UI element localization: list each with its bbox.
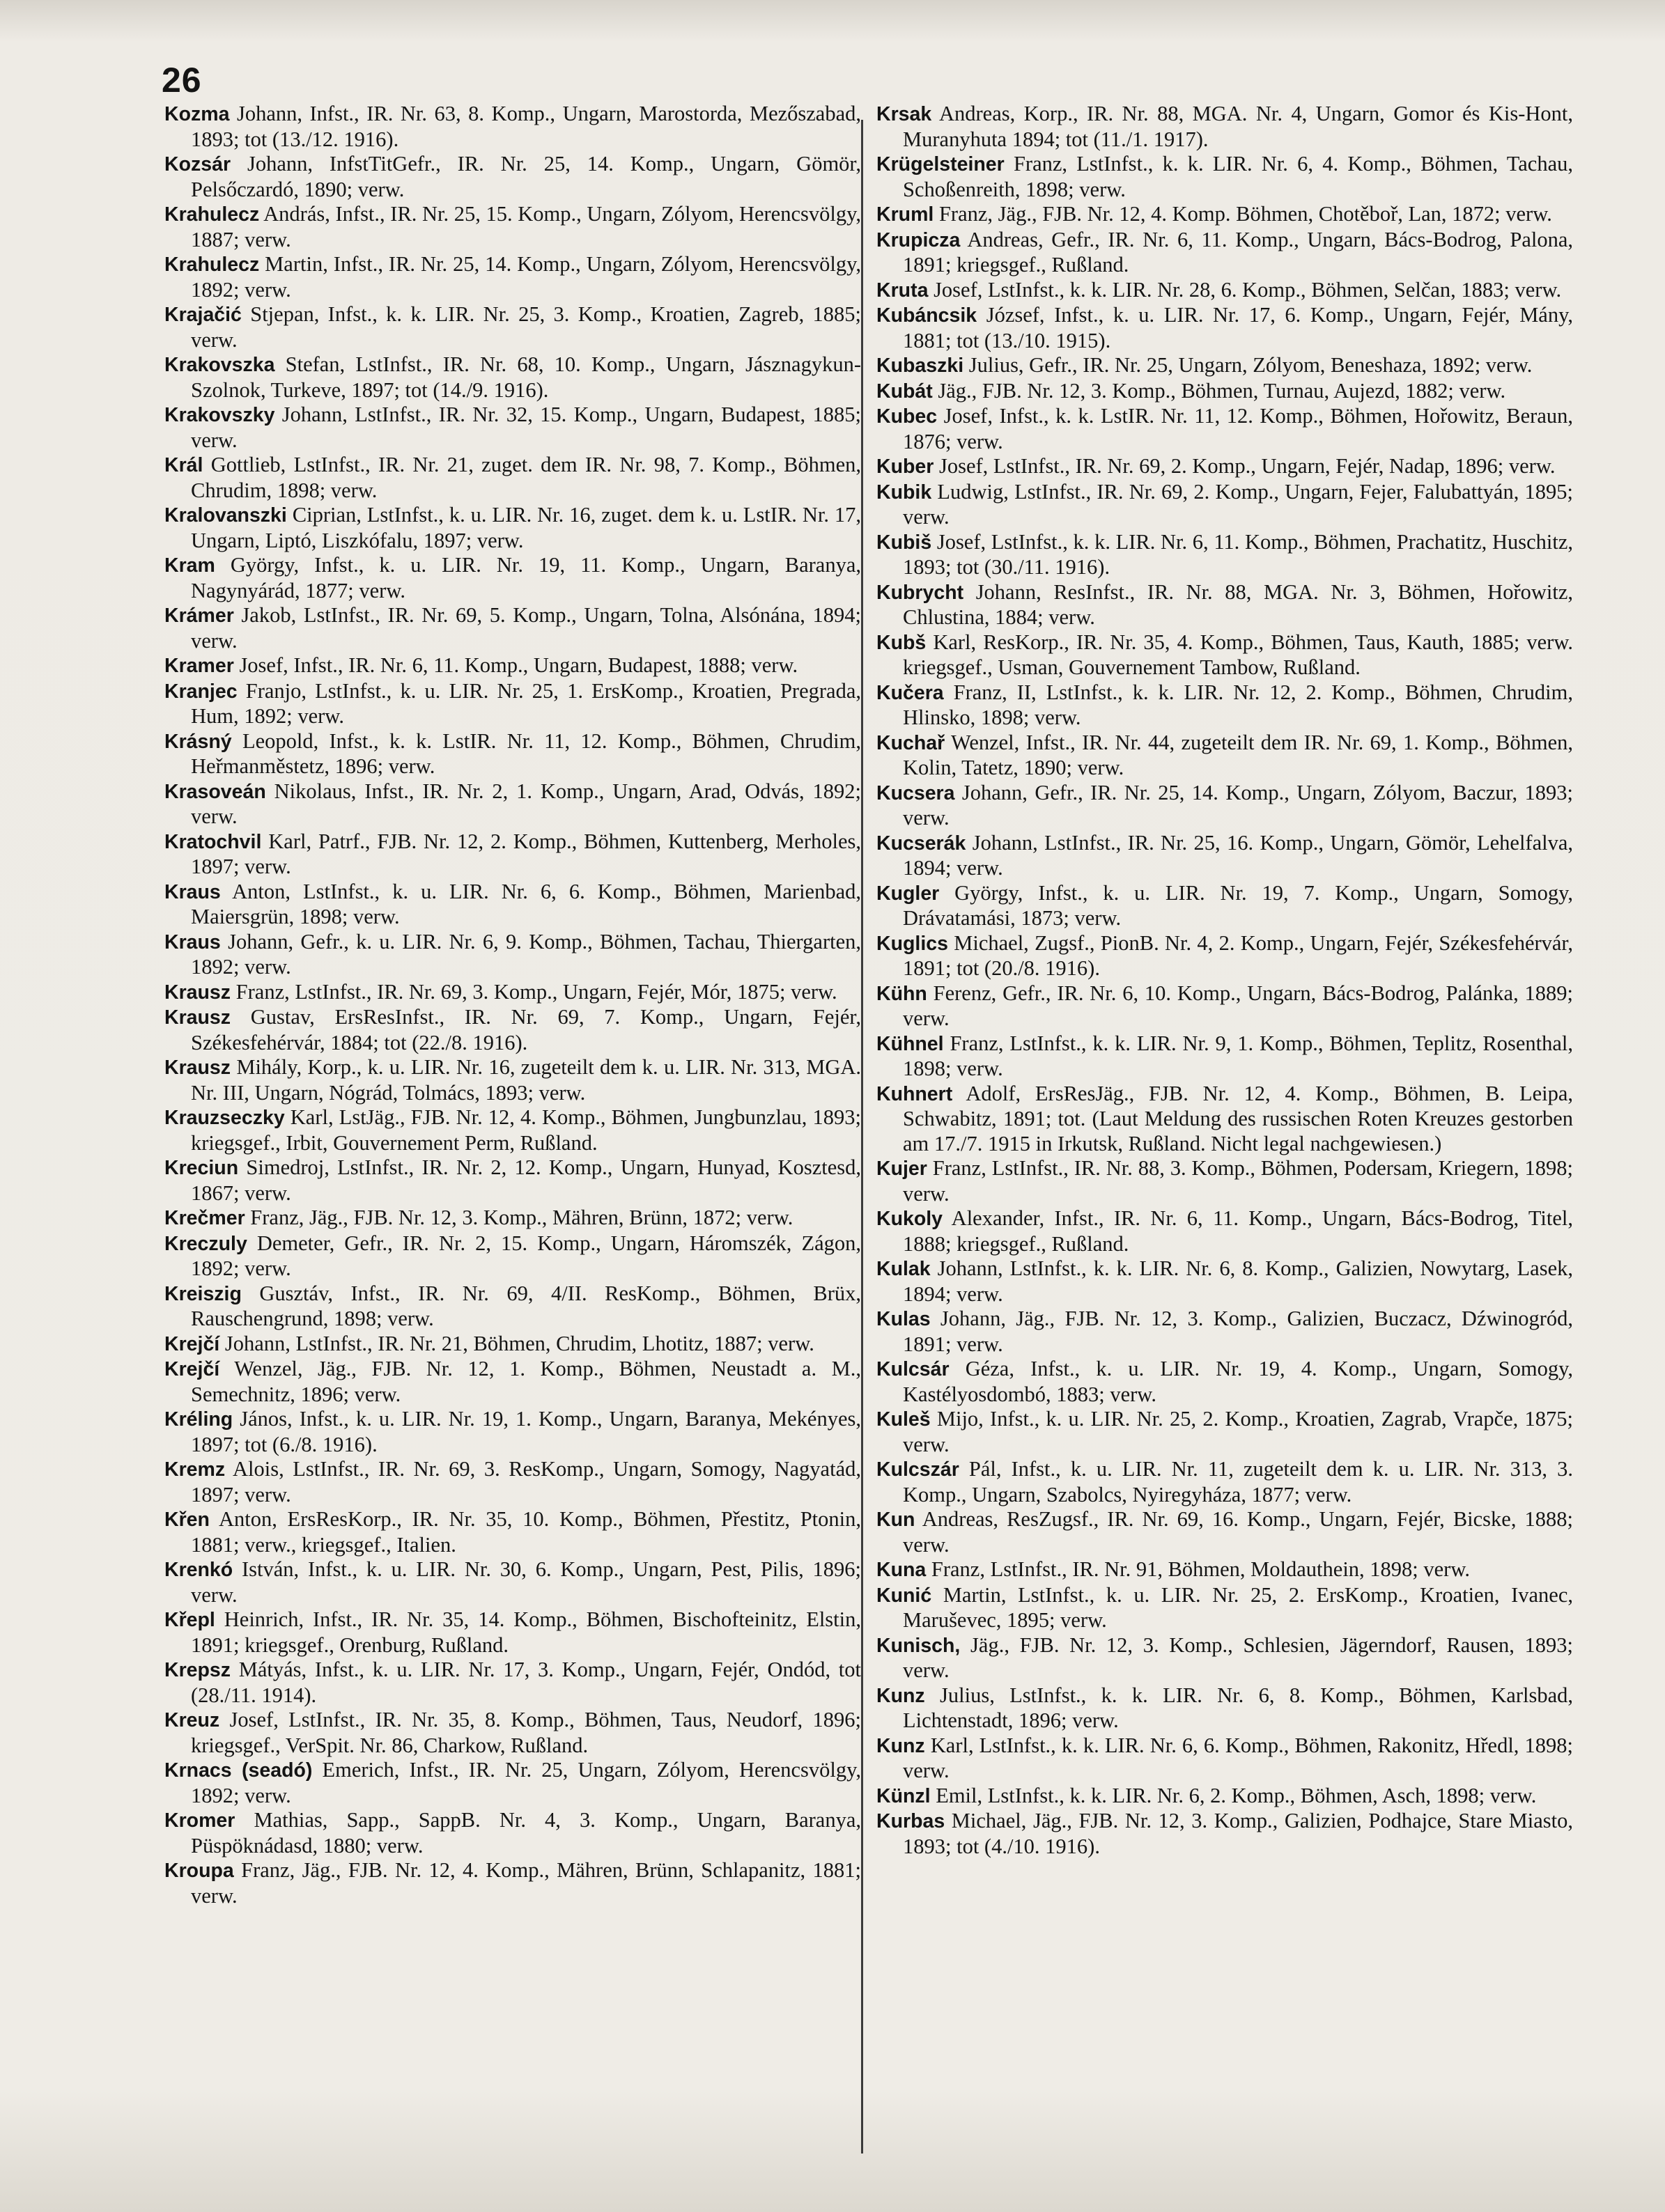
entry-surname: Kühn — [876, 982, 927, 1005]
entry-surname: Krakovszky — [164, 404, 275, 426]
list-entry — [876, 379, 1573, 405]
column-divider — [861, 120, 863, 2153]
list-entry — [876, 1206, 1573, 1256]
entry-details: Mihály, Korp., k. u. LIR. Nr. 16, zugeteilt dem k. u. LIR. Nr. 313, MGA. Nr. III, Ungarn, Nógrád, Tolmács, 1893; verw. — [191, 1055, 861, 1105]
entry-details: Géza, Infst., k. u. LIR. Nr. 19, 4. Komp., Ungarn, Somogy, Kastélyosdombó, 1883; verw. — [903, 1357, 1573, 1406]
entry-surname: Kreczuly — [164, 1232, 247, 1255]
entry-details: Franz, Jäg., FJB. Nr. 12, 3. Komp., Mähren, Brünn, 1872; verw. — [245, 1206, 793, 1229]
list-entry — [164, 980, 861, 1006]
entry-surname: Kubát — [876, 380, 933, 403]
entry-details: Jäg., FJB. Nr. 12, 3. Komp., Böhmen, Turnau, Aujezd, 1882; verw. — [932, 378, 1506, 403]
entry-surname: Kroupa — [164, 1860, 234, 1882]
entry-surname: Kun — [876, 1509, 915, 1531]
entry-details: Karl, ResKorp., IR. Nr. 35, 4. Komp., Böhmen, Taus, Kauth, 1885; verw. kriegsgef., Usman, Gouvernement Tambow, Rußland. — [903, 630, 1573, 679]
list-entry — [164, 1231, 861, 1282]
entry-details: Mijo, Infst., k. u. LIR. Nr. 25, 2. Komp., Kroatien, Zagrab, Vrapče, 1875; verw. — [903, 1407, 1573, 1456]
list-entry — [876, 102, 1573, 152]
list-entry — [876, 1557, 1573, 1583]
list-entry — [164, 1332, 861, 1357]
entry-surname: Krahulecz — [164, 254, 260, 276]
entry-surname: Krügelsteiner — [876, 153, 1005, 176]
entry-surname: Krupicza — [876, 228, 961, 251]
list-entry — [876, 881, 1573, 931]
list-entry — [164, 603, 861, 653]
entry-surname: Krepsz — [164, 1659, 231, 1681]
entry-details: Josef, Infst., k. k. LstIR. Nr. 11, 12. Komp., Böhmen, Hořowitz, Beraun, 1876; verw. — [903, 404, 1573, 453]
entry-details: Wenzel, Infst., IR. Nr. 44, zugeteilt dem IR. Nr. 69, 1. Komp., Böhmen, Kolin, Tatetz, 1890; verw. — [903, 730, 1573, 779]
entry-details: Johann, LstInfst., IR. Nr. 32, 15. Komp., Ungarn, Budapest, 1885; verw. — [191, 403, 861, 452]
entry-details: János, Infst., k. u. LIR. Nr. 19, 1. Komp., Ungarn, Baranya, Mekényes, 1897; tot (6./8. 1916). — [191, 1407, 861, 1456]
list-entry — [164, 1708, 861, 1758]
entry-details: Johann, Jäg., FJB. Nr. 12, 3. Komp., Galizien, Buczacz, Dźwinogród, 1891; verw. — [903, 1307, 1573, 1356]
entry-surname: Künzl — [876, 1784, 931, 1807]
entry-surname: Krakovszka — [164, 354, 275, 376]
entry-surname: Kučera — [876, 681, 944, 704]
entry-details: Pál, Infst., k. u. LIR. Nr. 11, zugeteilt dem k. u. LIR. Nr. 313, 3. Komp., Ungarn, Szabolcs, Nyiregyháza, 1877; verw. — [903, 1457, 1573, 1506]
entry-surname: Kruta — [876, 279, 929, 302]
list-entry — [164, 302, 861, 352]
list-entry — [876, 831, 1573, 881]
entry-surname: Kuhnert — [876, 1082, 953, 1105]
entry-surname: Krasoveán — [164, 780, 266, 803]
list-entry — [876, 228, 1573, 278]
entry-surname: Křepl — [164, 1609, 215, 1631]
entry-details: Johann, LstInfst., IR. Nr. 21, Böhmen, Chrudim, Lhotitz, 1887; verw. — [219, 1331, 814, 1355]
list-entry — [876, 480, 1573, 530]
list-entry — [164, 453, 861, 503]
entry-surname: Kugler — [876, 882, 940, 905]
entry-details: Andreas, Gefr., IR. Nr. 6, 11. Komp., Ungarn, Bács-Bodrog, Palona, 1891; kriegsgef., Rußland. — [903, 227, 1573, 276]
list-entry — [876, 1583, 1573, 1633]
list-entry — [876, 931, 1573, 981]
entry-surname: Kulak — [876, 1258, 931, 1280]
entry-details: Emerich, Infst., IR. Nr. 25, Ungarn, Zólyom, Herencsvölgy, 1892; verw. — [191, 1758, 861, 1807]
list-entry — [164, 1557, 861, 1607]
entry-surname: Krahulecz — [164, 203, 260, 226]
entry-details: Ferenz, Gefr., IR. Nr. 6, 10. Komp., Ungarn, Bács-Bodrog, Palánka, 1889; verw. — [903, 981, 1573, 1030]
entry-details: Mátyás, Infst., k. u. LIR. Nr. 17, 3. Komp., Ungarn, Fejér, Ondód, tot (28./11. 1914). — [191, 1658, 861, 1707]
entry-surname: Kubaszki — [876, 355, 964, 377]
list-entry — [876, 454, 1573, 480]
left-column — [164, 102, 861, 1908]
page-number: 26 — [162, 61, 202, 100]
list-entry — [876, 353, 1573, 379]
entry-details: István, Infst., k. u. LIR. Nr. 30, 6. Komp., Ungarn, Pest, Pilis, 1896; verw. — [191, 1557, 861, 1607]
entry-details: Simedroj, LstInfst., IR. Nr. 2, 12. Komp., Ungarn, Hunyad, Kosztesd, 1867; verw. — [191, 1155, 861, 1205]
list-entry — [876, 580, 1573, 630]
entry-surname: Krejčí — [164, 1358, 220, 1380]
entry-surname: Kuber — [876, 455, 934, 478]
list-entry — [876, 1031, 1573, 1082]
entry-details: Gusztáv, Infst., IR. Nr. 69, 4/II. ResKomp., Böhmen, Brüx, Rauschengrund, 1898; verw. — [191, 1281, 861, 1330]
entry-surname: Kubiš — [876, 531, 932, 554]
entry-details: Franz, II, LstInfst., k. k. LIR. Nr. 12, 2. Komp., Böhmen, Chrudim, Hlinsko, 1898; verw. — [903, 680, 1573, 729]
entry-surname: Kuleš — [876, 1408, 931, 1431]
list-entry — [876, 680, 1573, 731]
entry-details: Johann, LstInfst., IR. Nr. 25, 16. Komp., Ungarn, Gömör, Lehelfalva, 1894; verw. — [903, 830, 1573, 880]
entry-surname: Kulas — [876, 1308, 931, 1330]
entry-surname: Kuchař — [876, 731, 945, 754]
list-entry — [164, 352, 861, 403]
entry-details: József, Infst., k. u. LIR. Nr. 17, 6. Komp., Ungarn, Fejér, Mány, 1881; tot (13./10. 1915). — [903, 303, 1573, 352]
entry-details: Franz, LstInfst., IR. Nr. 88, 3. Komp., Böhmen, Podersam, Kriegern, 1898; verw. — [903, 1156, 1573, 1206]
entry-surname: Kraus — [164, 880, 221, 903]
entry-details: Michael, Zugsf., PionB. Nr. 4, 2. Komp., Ungarn, Fejér, Székesfehérvár, 1891; tot (20./8. 1916). — [903, 930, 1573, 980]
list-entry — [876, 1082, 1573, 1157]
entry-details: Andreas, ResZugsf., IR. Nr. 69, 16. Komp., Ungarn, Fejér, Bicske, 1888; verw. — [903, 1507, 1573, 1557]
list-entry — [876, 731, 1573, 781]
entry-surname: Kubš — [876, 631, 927, 654]
list-entry — [876, 1683, 1573, 1734]
entry-details: Anton, LstInfst., k. u. LIR. Nr. 6, 6. Komp., Böhmen, Marienbad, Maiersgrün, 1898; verw. — [191, 879, 861, 928]
entry-details: Anton, ErsResKorp., IR. Nr. 35, 10. Komp., Böhmen, Přestitz, Ptonin, 1881; verw., kriegsgef., Italien. — [191, 1507, 861, 1557]
entry-surname: Kucsera — [876, 781, 955, 804]
list-entry — [164, 503, 861, 553]
list-entry — [876, 202, 1573, 228]
entry-surname: Kubec — [876, 405, 938, 428]
entry-surname: Krausz — [164, 1057, 231, 1079]
entry-surname: Kram — [164, 554, 215, 577]
entry-surname: Krajačić — [164, 304, 242, 326]
entry-surname: Kraus — [164, 930, 221, 953]
list-entry — [876, 630, 1573, 680]
entry-surname: Kromer — [164, 1809, 235, 1832]
list-entry — [164, 1105, 861, 1155]
entry-details: Julius, Gefr., IR. Nr. 25, Ungarn, Zólyom, Beneshaza, 1892; verw. — [963, 353, 1533, 377]
list-entry — [164, 403, 861, 453]
entry-surname: Kralovanszki — [164, 504, 287, 527]
entry-surname: Kurbas — [876, 1810, 945, 1832]
entry-surname: Kunisch, — [876, 1634, 961, 1657]
entry-details: Franz, LstInfst., IR. Nr. 69, 3. Komp., Ungarn, Fejér, Mór, 1875; verw. — [231, 979, 837, 1004]
list-entry — [164, 1808, 861, 1858]
entry-details: Karl, LstInfst., k. k. LIR. Nr. 6, 6. Komp., Böhmen, Rakonitz, Hředl, 1898; verw. — [903, 1733, 1573, 1782]
entry-details: Josef, Infst., IR. Nr. 6, 11. Komp., Ungarn, Budapest, 1888; verw. — [233, 653, 798, 677]
entry-details: Martin, Infst., IR. Nr. 25, 14. Komp., Ungarn, Zólyom, Herencsvölgy, 1892; verw. — [191, 252, 861, 302]
entry-details: Ciprian, LstInfst., k. u. LIR. Nr. 16, zuget. dem k. u. LstIR. Nr. 17, Ungarn, Liptó, Liszkófalu, 1897; verw. — [191, 503, 861, 552]
list-entry — [164, 202, 861, 252]
list-entry — [164, 102, 861, 152]
right-column — [876, 102, 1573, 1859]
entry-details: Emil, LstInfst., k. k. LIR. Nr. 6, 2. Komp., Böhmen, Asch, 1898; verw. — [930, 1783, 1537, 1807]
entry-details: Andreas, Korp., IR. Nr. 88, MGA. Nr. 4, Ungarn, Gomor és Kis-Hont, Muranyhuta 1894; tot (11./1. 1917). — [903, 102, 1573, 151]
entry-details: Franz, Jäg., FJB. Nr. 12, 4. Komp. Böhmen, Chotěboř, Lan, 1872; verw. — [934, 202, 1552, 226]
entry-surname: Kunz — [876, 1734, 925, 1757]
list-entry — [876, 303, 1573, 353]
entry-details: Mathias, Sapp., SappB. Nr. 4, 3. Komp., Ungarn, Baranya, Püspöknádasd, 1880; verw. — [191, 1808, 861, 1857]
entry-surname: Kunić — [876, 1584, 932, 1607]
entry-surname: Kujer — [876, 1158, 927, 1180]
entry-surname: Kreiszig — [164, 1282, 242, 1305]
list-entry — [164, 1282, 861, 1332]
entry-details: Stjepan, Infst., k. k. LIR. Nr. 25, 3. Komp., Kroatien, Zagreb, 1885; verw. — [191, 302, 861, 352]
list-entry — [164, 1758, 861, 1808]
entry-surname: Kozma — [164, 103, 230, 125]
entry-details: Johann, Infst., IR. Nr. 63, 8. Komp., Ungarn, Marostorda, Mezőszabad, 1893; tot (13./12. 1916). — [191, 102, 861, 151]
entry-details: Martin, LstInfst., k. u. LIR. Nr. 25, 2. ErsKomp., Kroatien, Ivanec, Maruševec, 1895; verw. — [903, 1582, 1573, 1632]
entry-details: Demeter, Gefr., IR. Nr. 2, 15. Komp., Ungarn, Háromszék, Zágon, 1892; verw. — [191, 1231, 861, 1280]
list-entry — [164, 1155, 861, 1206]
entry-surname: Krausz — [164, 981, 231, 1004]
entry-surname: Král — [164, 454, 203, 476]
entry-details: Karl, Patrf., FJB. Nr. 12, 2. Komp., Böhmen, Kuttenberg, Merholes, 1897; verw. — [191, 829, 861, 878]
entry-surname: Krausz — [164, 1006, 231, 1029]
entry-surname: Kulcszár — [876, 1458, 959, 1481]
entry-details: Gottlieb, LstInfst., IR. Nr. 21, zuget. dem IR. Nr. 98, 7. Komp., Böhmen, Chrudim, 1898; verw. — [191, 453, 861, 502]
entry-surname: Kozsár — [164, 153, 231, 176]
entry-surname: Kucserák — [876, 832, 966, 855]
entry-details: Alois, LstInfst., IR. Nr. 69, 3. ResKomp., Ungarn, Somogy, Nagyatád, 1897; verw. — [191, 1457, 861, 1506]
entry-details: Jakob, LstInfst., IR. Nr. 69, 5. Komp., Ungarn, Tolna, Alsónána, 1894; verw. — [191, 603, 861, 653]
list-entry — [876, 1507, 1573, 1557]
list-entry — [876, 278, 1573, 304]
list-entry — [876, 1809, 1573, 1859]
entry-details: Karl, LstJäg., FJB. Nr. 12, 4. Komp., Böhmen, Jungbunzlau, 1893; kriegsgef., Irbit, Gouvernement Perm, Rußland. — [191, 1105, 861, 1155]
entry-details: Josef, LstInfst., IR. Nr. 69, 2. Komp., Ungarn, Fejér, Nadap, 1896; verw. — [934, 454, 1556, 478]
list-entry — [164, 930, 861, 980]
list-entry — [876, 781, 1573, 831]
entry-surname: Krauzseczky — [164, 1107, 285, 1129]
list-entry — [876, 404, 1573, 454]
entry-surname: Kuglics — [876, 932, 948, 955]
entry-details: Josef, LstInfst., k. k. LIR. Nr. 6, 11. Komp., Böhmen, Prachatitz, Huschitz, 1893; tot (30./11. 1916). — [903, 529, 1573, 579]
entry-surname: Křen — [164, 1509, 210, 1531]
entry-details: Alexander, Infst., IR. Nr. 6, 11. Komp., Ungarn, Bács-Bodrog, Titel, 1888; kriegsgef., Rußland. — [903, 1206, 1573, 1256]
list-entry — [876, 1357, 1573, 1407]
entry-details: Johann, Gefr., IR. Nr. 25, 14. Komp., Ungarn, Zólyom, Baczur, 1893; verw. — [903, 780, 1573, 830]
entry-surname: Krámer — [164, 605, 234, 627]
entry-details: Johann, Gefr., k. u. LIR. Nr. 6, 9. Komp., Böhmen, Tachau, Thiergarten, 1892; verw. — [191, 929, 861, 979]
entry-surname: Krsak — [876, 103, 932, 125]
entry-details: Josef, LstInfst., IR. Nr. 35, 8. Komp., Böhmen, Taus, Neudorf, 1896; kriegsgef., VerSpit. Nr. 86, Charkow, Rußland. — [191, 1708, 861, 1757]
list-entry — [164, 1658, 861, 1708]
entry-surname: Kremz — [164, 1458, 226, 1481]
entry-surname: Krejčí — [164, 1332, 220, 1355]
entry-surname: Kubik — [876, 481, 932, 504]
list-entry — [164, 779, 861, 830]
list-entry — [164, 653, 861, 679]
list-entry — [164, 1858, 861, 1908]
entry-details: Franz, LstInfst., k. k. LIR. Nr. 6, 4. Komp., Böhmen, Tachau, Schoßenreith, 1898; verw. — [903, 152, 1573, 201]
list-entry — [164, 553, 861, 603]
list-entry — [876, 1784, 1573, 1809]
entry-surname: Kulcsár — [876, 1358, 950, 1380]
entry-details: György, Infst., k. u. LIR. Nr. 19, 11. Komp., Ungarn, Baranya, Nagynyárád, 1877; verw. — [191, 553, 861, 602]
entry-details: Leopold, Infst., k. k. LstIR. Nr. 11, 12. Komp., Böhmen, Chrudim, Heřmanměstetz, 1896; verw. — [191, 729, 861, 778]
entry-details: Josef, LstInfst., k. k. LIR. Nr. 28, 6. Komp., Böhmen, Selčan, 1883; verw. — [928, 277, 1562, 302]
list-entry — [164, 1206, 861, 1231]
entry-details: Franz, Jäg., FJB. Nr. 12, 4. Komp., Mähren, Brünn, Schlapanitz, 1881; verw. — [191, 1858, 861, 1908]
entry-details: Heinrich, Infst., IR. Nr. 35, 14. Komp., Böhmen, Bischofteinitz, Elstin, 1891; kriegsgef., Orenburg, Rußland. — [191, 1607, 861, 1657]
list-entry — [876, 981, 1573, 1031]
list-entry — [164, 1407, 861, 1457]
entry-details: Franz, LstInfst., IR. Nr. 91, Böhmen, Moldauthein, 1898; verw. — [926, 1557, 1471, 1581]
entry-details: Adolf, ErsResJäg., FJB. Nr. 12, 4. Komp., Böhmen, B. Leipa, Schwabitz, 1891; tot. (Laut Meldung des russischen Roten Kreuzes gestorben am 17./7. 1915 in Irkutsk, Rußland. Nicht legal nachgewiesen.) — [903, 1081, 1573, 1155]
entry-surname: Kratochvil — [164, 830, 262, 853]
entry-details: Johann, ResInfst., IR. Nr. 88, MGA. Nr. 3, Böhmen, Hořowitz, Chlustina, 1884; verw. — [903, 579, 1573, 629]
entry-surname: Kreciun — [164, 1157, 239, 1179]
list-entry — [876, 1407, 1573, 1457]
list-entry — [164, 729, 861, 779]
entry-surname: Kubrycht — [876, 581, 964, 604]
list-entry — [876, 1457, 1573, 1507]
entry-surname: Kréling — [164, 1408, 233, 1431]
entry-surname: Kunz — [876, 1684, 925, 1707]
entry-details: Jäg., FJB. Nr. 12, 3. Komp., Schlesien, Jägerndorf, Rausen, 1893; verw. — [903, 1633, 1573, 1682]
list-entry — [164, 880, 861, 930]
list-entry — [164, 152, 861, 202]
entry-details: Franjo, LstInfst., k. u. LIR. Nr. 25, 1. ErsKomp., Kroatien, Pregrada, Hum, 1892; verw. — [191, 678, 861, 728]
entry-details: Gustav, ErsResInfst., IR. Nr. 69, 7. Komp., Ungarn, Fejér, Székesfehérvár, 1884; tot (22./8. 1916). — [191, 1005, 861, 1054]
list-entry — [164, 830, 861, 880]
entry-surname: Kuna — [876, 1559, 927, 1581]
entry-details: Johann, LstInfst., k. k. LIR. Nr. 6, 8. Komp., Galizien, Nowytarg, Lasek, 1894; verw. — [903, 1256, 1573, 1306]
list-entry — [164, 1005, 861, 1055]
entry-surname: Krnacs (seadó) — [164, 1759, 313, 1782]
entry-details: Julius, LstInfst., k. k. LIR. Nr. 6, 8. Komp., Böhmen, Karlsbad, Lichtenstadt, 1896; verw. — [903, 1683, 1573, 1732]
entry-surname: Kranjec — [164, 680, 238, 703]
entry-surname: Krenkó — [164, 1559, 233, 1581]
entry-surname: Kreuz — [164, 1709, 220, 1731]
list-entry — [876, 530, 1573, 580]
entry-details: Johann, InfstTitGefr., IR. Nr. 25, 14. Komp., Ungarn, Gömör, Pelsőczardó, 1890; verw. — [191, 152, 861, 201]
entry-details: Ludwig, LstInfst., IR. Nr. 69, 2. Komp., Ungarn, Fejer, Falubattyán, 1895; verw. — [903, 479, 1573, 529]
entry-details: András, Infst., IR. Nr. 25, 15. Komp., Ungarn, Zólyom, Herencsvölgy, 1887; verw. — [191, 202, 861, 251]
entry-details: Stefan, LstInfst., IR. Nr. 68, 10. Komp., Ungarn, Jásznagykun-Szolnok, Turkeve, 1897; tot (14./9. 1916). — [191, 352, 861, 402]
entry-surname: Krečmer — [164, 1207, 245, 1229]
list-entry — [876, 1256, 1573, 1307]
list-entry — [876, 1307, 1573, 1357]
list-entry — [164, 1055, 861, 1105]
entry-surname: Kruml — [876, 203, 934, 226]
list-entry — [164, 1607, 861, 1658]
list-entry — [876, 152, 1573, 202]
list-entry — [164, 1457, 861, 1507]
list-entry — [876, 1156, 1573, 1206]
list-entry — [164, 1507, 861, 1557]
entry-details: Michael, Jäg., FJB. Nr. 12, 3. Komp., Galizien, Podhajce, Stare Miasto, 1893; tot (4./10. 1916). — [903, 1809, 1573, 1858]
list-entry — [164, 252, 861, 302]
entry-details: Nikolaus, Infst., IR. Nr. 2, 1. Komp., Ungarn, Arad, Odvás, 1892; verw. — [191, 779, 861, 828]
list-entry — [164, 1357, 861, 1407]
entry-details: György, Infst., k. u. LIR. Nr. 19, 7. Komp., Ungarn, Somogy, Drávatamási, 1873; verw. — [903, 880, 1573, 930]
entry-surname: Kubáncsik — [876, 304, 977, 327]
entry-surname: Kühnel — [876, 1032, 944, 1055]
entry-details: Franz, LstInfst., k. k. LIR. Nr. 9, 1. Komp., Böhmen, Teplitz, Rosenthal, 1898; verw. — [903, 1031, 1573, 1080]
list-entry — [876, 1734, 1573, 1784]
entry-details: Wenzel, Jäg., FJB. Nr. 12, 1. Komp., Böhmen, Neustadt a. M., Semechnitz, 1896; verw. — [191, 1357, 861, 1406]
entry-surname: Kramer — [164, 655, 234, 677]
list-entry — [164, 679, 861, 729]
entry-surname: Krásný — [164, 730, 232, 753]
entry-surname: Kukoly — [876, 1208, 943, 1230]
list-entry — [876, 1633, 1573, 1683]
